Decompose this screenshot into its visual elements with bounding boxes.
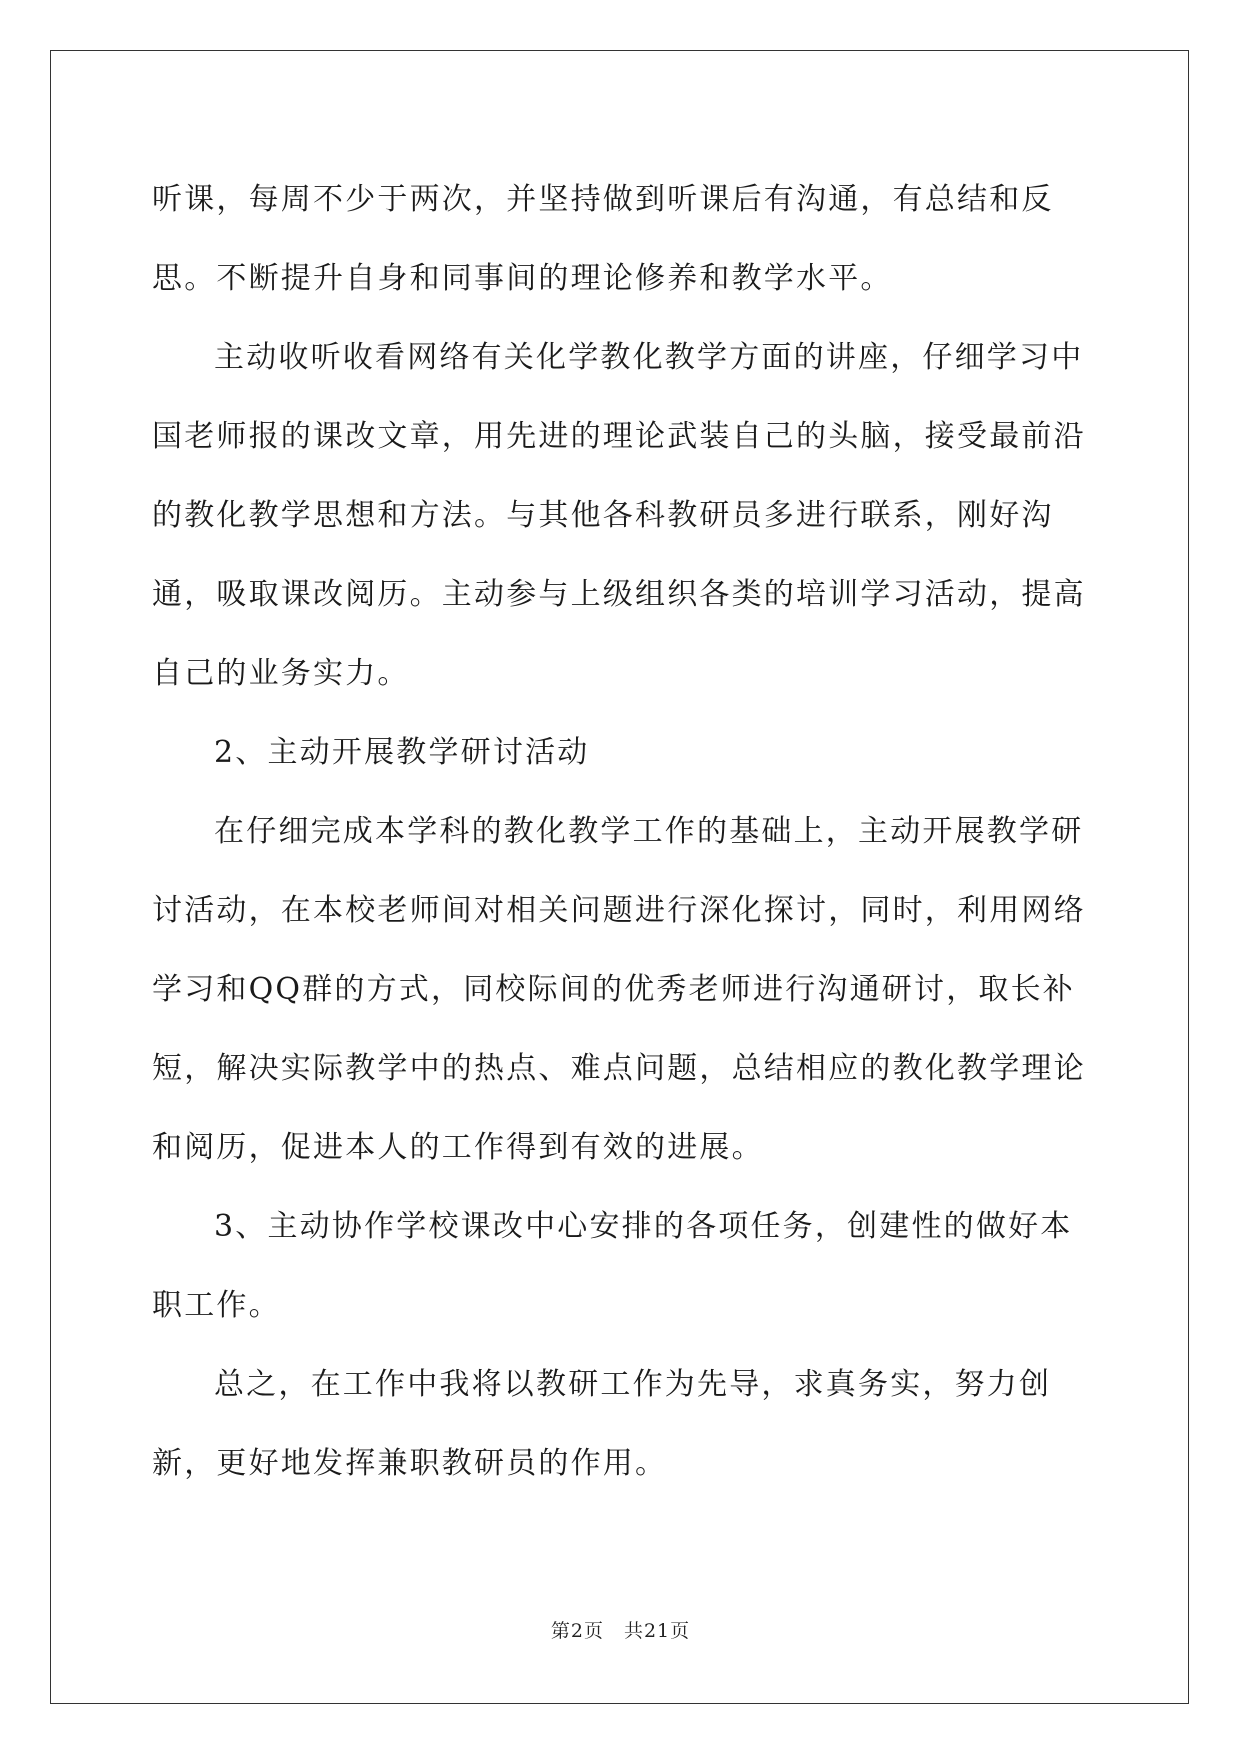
paragraph-1: 听课，每周不少于两次，并坚持做到听课后有沟通，有总结和反思。不断提升自身和同事间的理论修养和教学水平。 xyxy=(152,182,1054,296)
paragraph-2: 主动收听收看网络有关化学教化教学方面的讲座，仔细学习中国老师报的课改文章，用先进的理论武装自己的头脑，接受最前沿的教化教学思想和方法。与其他各科教研员多进行联系，刚好沟通，吸取课改阅历。主动参与上级组织各类的培训学习活动，提高自己的业务实力。 xyxy=(152,340,1086,691)
document-body xyxy=(152,160,1092,1503)
section-heading-2: 2、主动开展教学研讨活动 xyxy=(214,735,590,770)
page-number-footer: 第2页 共21页 xyxy=(550,1620,691,1642)
paragraph-conclusion: 总之，在工作中我将以教研工作为先导，求真务实，努力创新，更好地发挥兼职教研员的作用。 xyxy=(152,1367,1052,1481)
section-heading-3: 3、主动协作学校课改中心安排的各项任务，创建性的做好本职工作。 xyxy=(152,1209,1073,1323)
paragraph-3: 在仔细完成本学科的教化教学工作的基础上，主动开展教学研讨活动，在本校老师间对相关问题进行深化探讨，同时，利用网络学习和QQ群的方式，同校际间的优秀老师进行沟通研讨，取长补短，解决实际教学中的热点、难点问题，总结相应的教化教学理论和阅历，促进本人的工作得到有效的进展。 xyxy=(152,814,1086,1165)
